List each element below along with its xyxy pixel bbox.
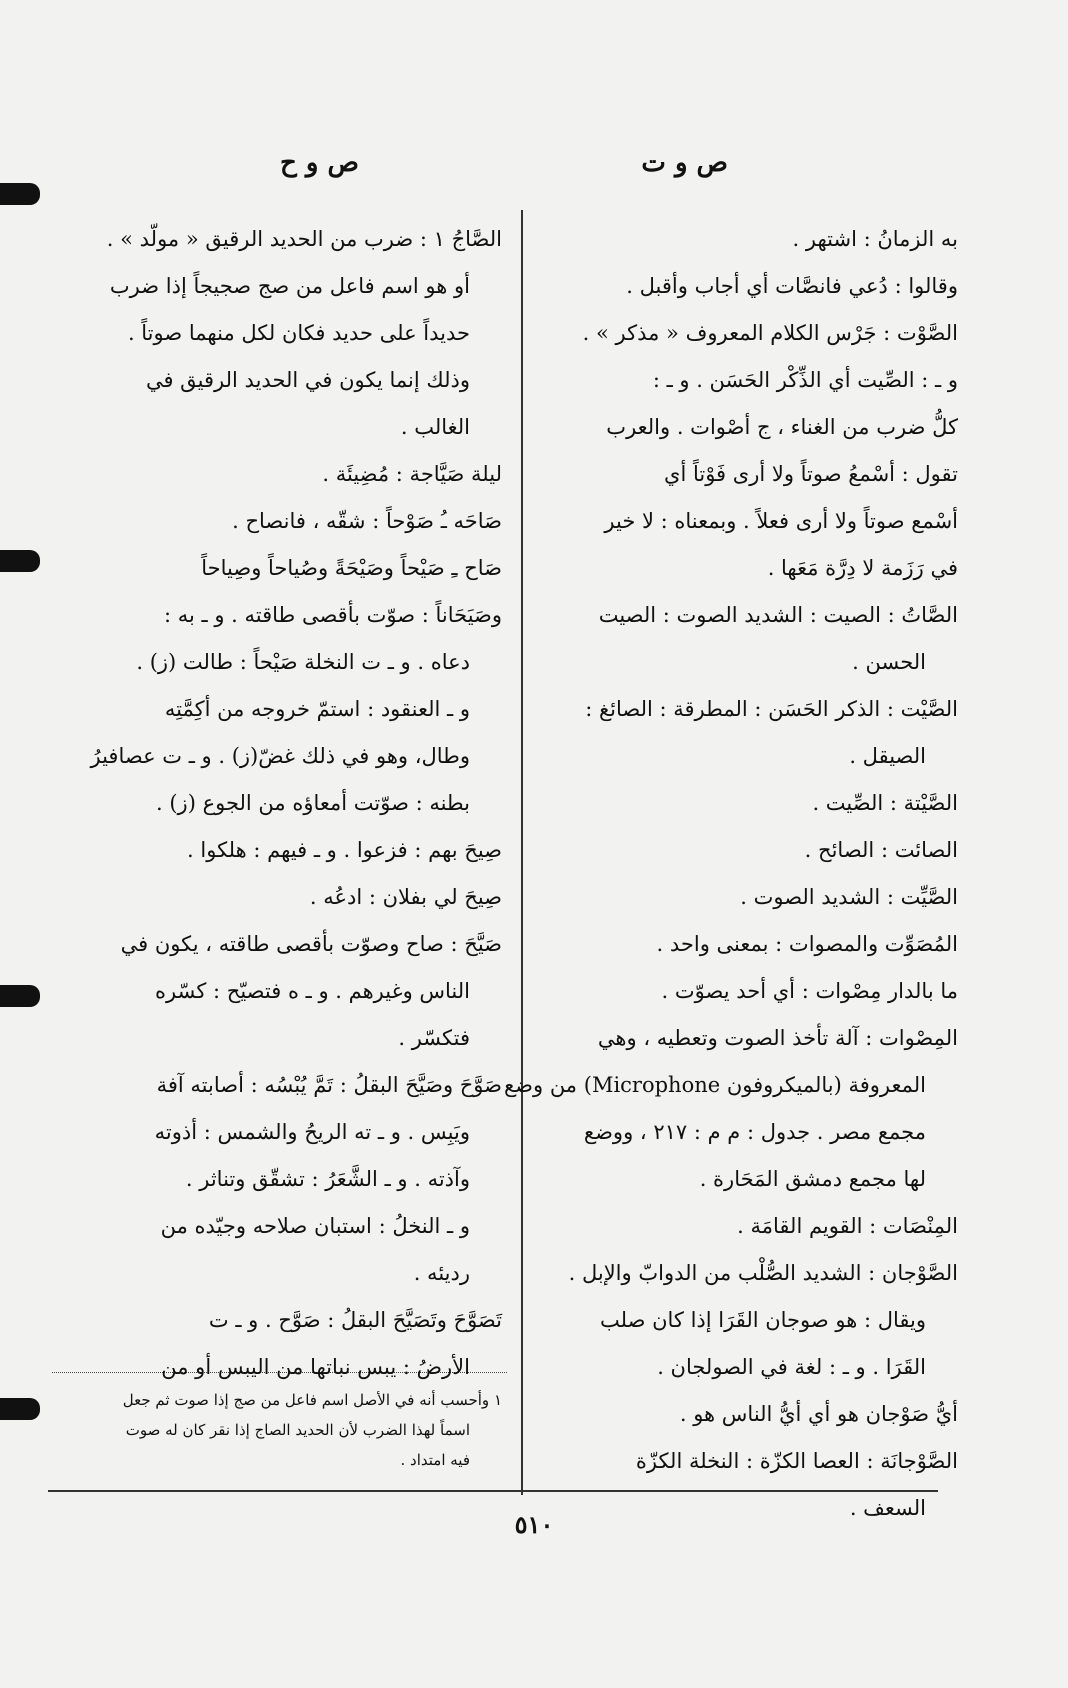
text-line: كلُّ ضرب من الغناء ، ج أصْوات . والعرب bbox=[606, 415, 958, 439]
text-line: المُصَوِّت والمصوات : بمعنى واحد . bbox=[656, 932, 958, 956]
text-line: به الزمانُ : اشتهر . bbox=[792, 227, 958, 251]
text-line: في رَزَمة لا دِرَّة مَعَها . bbox=[767, 556, 958, 580]
text-line: السعف . bbox=[849, 1496, 926, 1520]
text-line: ويَبِس . و ـ ته الريحُ والشمس : أذوته bbox=[154, 1120, 470, 1144]
left-column-header: ص و ح bbox=[280, 148, 359, 178]
column-divider bbox=[521, 210, 523, 1495]
text-line: ١ وأحسب أنه في الأصل اسم فاعل من صج إذا صوت ثم جعل bbox=[122, 1391, 502, 1409]
scan-edge-mark bbox=[0, 985, 40, 1007]
text-line: ليلة صَيَّاجة : مُضِيئَة . bbox=[322, 462, 502, 486]
text-line: تَصَوَّحَ وتَصَيَّحَ البقلُ : صَوَّح . و ـ ت bbox=[208, 1308, 502, 1332]
text-line: الصَّوْت : جَرْس الكلام المعروف « مذكر » . bbox=[582, 321, 958, 345]
text-line: أيُّ صَوْجان هو أي أيُّ الناس هو . bbox=[679, 1402, 958, 1426]
scan-edge-mark bbox=[0, 550, 40, 572]
text-line: الصَّيْت : الذكر الحَسَن : المطرقة : الصائغ : bbox=[585, 697, 958, 721]
text-line: فتكسّر . bbox=[398, 1026, 470, 1050]
text-line: المِنْصَات : القويم القامَة . bbox=[737, 1214, 958, 1238]
text-line: صَوَّحَ وصَيَّحَ البقلُ : تَمَّ يُبْسُه : أصابته آفة bbox=[156, 1073, 502, 1097]
text-line: أو هو اسم فاعل من صج صجيجاً إذا ضرب bbox=[109, 274, 470, 298]
footnote bbox=[52, 1385, 502, 1475]
text-line: بطنه : صوّتت أمعاؤه من الجوع (ز) . bbox=[156, 791, 470, 815]
text-line: الصيقل . bbox=[849, 744, 926, 768]
text-line: الأرضُ : يبس نباتها من اليبس أو من bbox=[161, 1355, 470, 1379]
text-line: صَاح ـِ صَيْحاً وصَيْحَةً وصُياحاً وصِياحاً bbox=[201, 556, 502, 580]
left-column-text bbox=[52, 216, 502, 1391]
text-line: المِصْوات : آلة تأخذ الصوت وتعطيه ، وهي bbox=[597, 1026, 958, 1050]
text-line: دعاه . و ـ ت النخلة صَيْحاً : طالت (ز) . bbox=[136, 650, 470, 674]
text-line: صَيَّحَ : صاح وصوّت بأقصى طاقته ، يكون في bbox=[120, 932, 502, 956]
text-line: و ـ : الصِّيت أي الذِّكْر الحَسَن . و ـ : bbox=[652, 368, 958, 392]
text-line: وصَيَحَاناً : صوّت بأقصى طاقته . و ـ به : bbox=[164, 603, 502, 627]
text-line: القَرَا . و ـ : لغة في الصولجان . bbox=[657, 1355, 926, 1379]
text-line: وقالوا : دُعي فانصَّات أي أجاب وأقبل . bbox=[626, 274, 958, 298]
text-line: مجمع مصر . جدول : م م : ٢١٧ ، ووضع bbox=[583, 1120, 926, 1144]
text-line: الصَّيْتة : الصِّيت . bbox=[812, 791, 958, 815]
text-line: أسْمع صوتاً ولا أرى فعلاً . وبمعناه : لا خير bbox=[604, 509, 958, 533]
text-line: صَاحَه ـُ صَوْحاً : شقّه ، فانصاح . bbox=[232, 509, 502, 533]
text-line: الصَّيِّت : الشديد الصوت . bbox=[740, 885, 958, 909]
text-line: الصائت : الصائح . bbox=[804, 838, 958, 862]
text-line: الغالب . bbox=[400, 415, 470, 439]
text-line: الصَّاتُ : الصيت : الشديد الصوت : الصيت bbox=[598, 603, 958, 627]
page-number: ٥١٠ bbox=[514, 1510, 554, 1539]
text-line: وآذته . و ـ الشَّعَرُ : تشقّق وتناثر . bbox=[185, 1167, 470, 1191]
text-line: تقول : أسْمعُ صوتاً ولا أرى فَوْتاً أي bbox=[664, 462, 958, 486]
text-line: الصَّوْجان : الشديد الصُّلْب من الدوابّ والإبل . bbox=[568, 1261, 958, 1285]
scan-edge-mark bbox=[0, 183, 40, 205]
text-line: وذلك إنما يكون في الحديد الرقيق في bbox=[145, 368, 470, 392]
text-line: المعروفة (بالميكروفون Microphone) من وضع bbox=[504, 1073, 926, 1097]
text-line: الناس وغيرهم . و ـ ه فتصيّح : كسّره bbox=[155, 979, 470, 1003]
text-line: صِيحَ لي بفلان : ادعُه . bbox=[309, 885, 502, 909]
scan-edge-mark bbox=[0, 1398, 40, 1420]
text-line: ما بالدار مِصْوات : أي أحد يصوّت . bbox=[661, 979, 958, 1003]
text-line: لها مجمع دمشق المَحَارة . bbox=[699, 1167, 926, 1191]
text-line: الصَّوْجانَة : العصا الكزّة : النخلة الكزّة bbox=[635, 1449, 958, 1473]
text-line: و ـ العنقود : استمّ خروجه من أكِمَّتِه bbox=[164, 697, 470, 721]
text-line: الحسن . bbox=[852, 650, 926, 674]
text-line: صِيحَ بهم : فزعوا . و ـ فيهم : هلكوا . bbox=[187, 838, 502, 862]
text-line: رديئه . bbox=[413, 1261, 470, 1285]
text-line: و ـ النخلُ : استبان صلاحه وجيّده من bbox=[160, 1214, 470, 1238]
text-line: وطال، وهو في ذلك غضّ(ز) . و ـ ت عصافيرُ bbox=[90, 744, 470, 768]
text-line: الصَّاجُ ١ : ضرب من الحديد الرقيق « مولّد » . bbox=[106, 227, 502, 251]
text-line: فيه امتداد . bbox=[400, 1451, 470, 1469]
right-column-header: ص و ت bbox=[641, 148, 728, 178]
text-line: ويقال : هو صوجان القَرَا إذا كان صلب bbox=[600, 1308, 926, 1332]
text-line: اسماً لهذا الضرب لأن الحديد الصاج إذا نقر كان له صوت bbox=[125, 1421, 470, 1439]
text-line: حديداً على حديد فكان لكل منهما صوتاً . bbox=[127, 321, 470, 345]
